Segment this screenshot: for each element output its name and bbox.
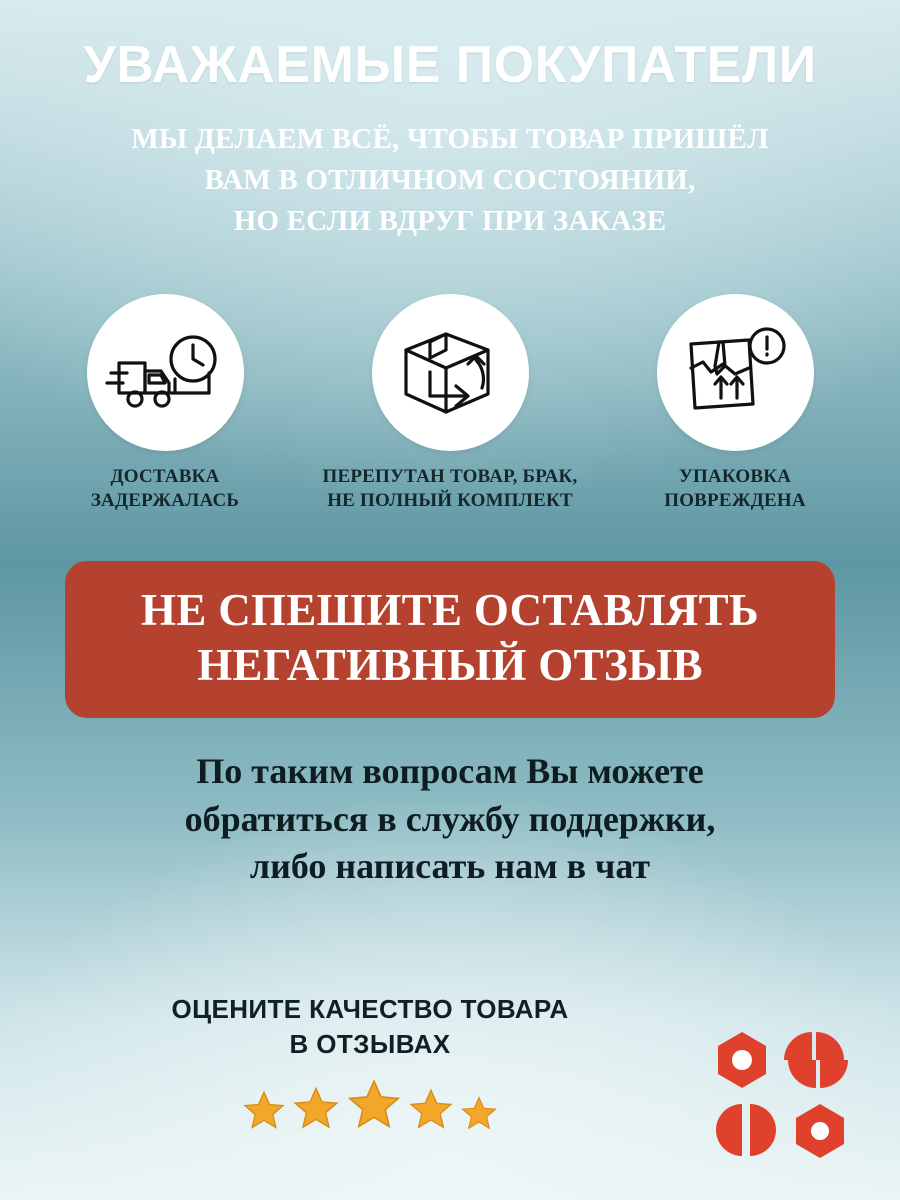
issue-caption: [664, 465, 806, 513]
issue-caption-line-2: ПОВРЕЖДЕНА: [664, 489, 806, 511]
support-message: [80, 748, 820, 891]
brand-logo: [708, 1026, 858, 1166]
issue-caption-line-1: ДОСТАВКА: [110, 466, 220, 488]
issue-icon-wrapper: [372, 294, 529, 451]
damaged-package-icon: [675, 320, 795, 426]
issue-icon-wrapper: [87, 294, 244, 451]
footer: [0, 992, 900, 1172]
issue-caption: [323, 465, 578, 513]
issue-caption-line-2: ЗАДЕРЖАЛАСЬ: [90, 489, 240, 511]
warning-banner-line-2: НЕГАТИВНЫЙ ОТЗЫВ: [197, 639, 703, 690]
warning-banner-line-1: НЕ СПЕШИТЕ ОСТАВЛЯТЬ: [141, 584, 759, 635]
subheading-line-3: НО ЕСЛИ ВДРУГ ПРИ ЗАКАЗЕ: [233, 204, 667, 237]
issue-list: [30, 294, 870, 513]
truck-clock-icon: [105, 323, 225, 423]
star-icon: [459, 1094, 499, 1132]
support-message-line-2: обратиться в службу поддержки,: [184, 798, 716, 839]
issue-caption: [91, 465, 239, 513]
issue-item-wrong-or-defective: [315, 294, 585, 513]
rate-request-line-1: ОЦЕНИТЕ КАЧЕСТВО ТОВАРА: [171, 994, 569, 1024]
support-message-line-1: По таким вопросам Вы можете: [196, 751, 704, 792]
issue-item-damaged-package: [600, 294, 870, 513]
star-icon: [291, 1084, 341, 1132]
subheading-line-1: МЫ ДЕЛАЕМ ВСЁ, ЧТОБЫ ТОВАР ПРИШЁЛ: [131, 122, 769, 155]
page-title: УВАЖАЕМЫЕ ПОКУПАТЕЛИ: [83, 36, 817, 94]
warning-banner: [65, 561, 835, 719]
issue-caption-line-1: ПЕРЕПУТАН ТОВАР, БРАК,: [322, 466, 578, 488]
box-return-arrow-icon: [390, 320, 510, 426]
issue-icon-wrapper: [657, 294, 814, 451]
rate-request-line-2: В ОТЗЫВАХ: [289, 1029, 451, 1060]
support-message-line-3: либо написать нам в чат: [249, 846, 651, 887]
subheading-line-2: ВАМ В ОТЛИЧНОМ СОСТОЯНИИ,: [204, 163, 696, 196]
rate-request: [90, 992, 650, 1062]
star-rating: [90, 1076, 650, 1132]
star-icon: [241, 1088, 287, 1132]
subheading: [90, 119, 810, 243]
star-icon: [345, 1076, 403, 1132]
issue-item-delivery-delayed: [30, 294, 300, 513]
star-icon: [407, 1086, 455, 1132]
issue-caption-line-1: УПАКОВКА: [678, 466, 792, 488]
issue-caption-line-2: НЕ ПОЛНЫЙ КОМПЛЕКТ: [327, 489, 573, 511]
